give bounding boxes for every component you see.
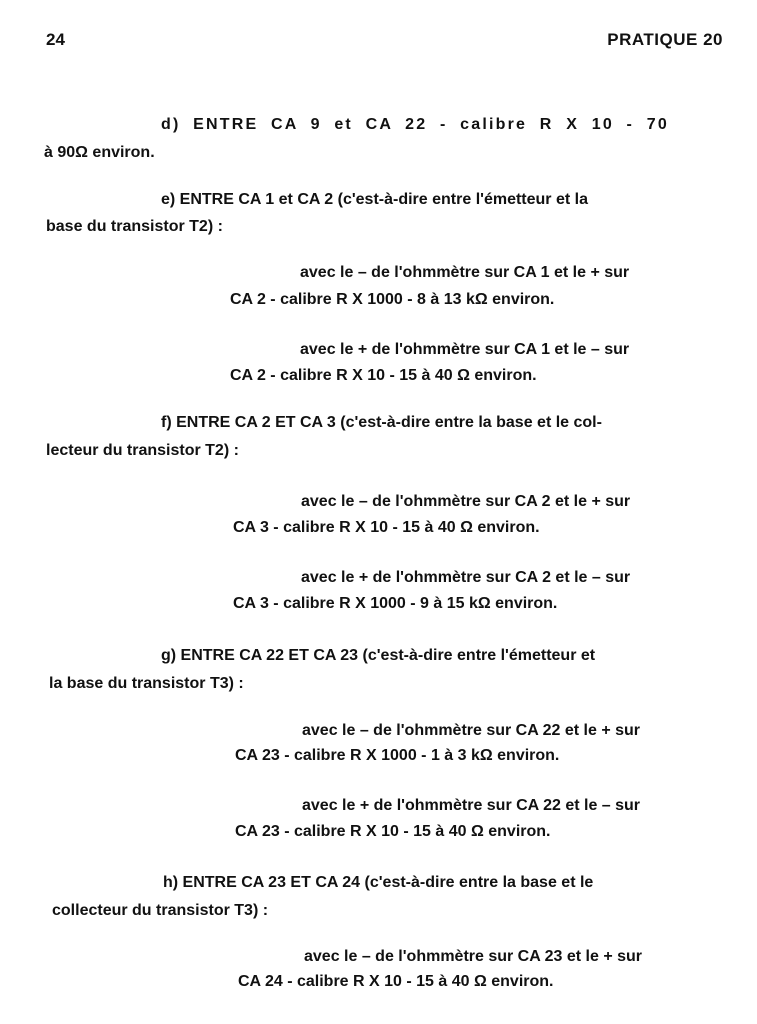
item-g-measure1-line1: avec le – de l'ohmmètre sur CA 22 et le + sur — [302, 722, 641, 739]
item-g-line2: la base du transistor T3) : — [49, 675, 244, 692]
item-h-measure1-line1: avec le – de l'ohmmètre sur CA 23 et le + sur — [304, 948, 643, 965]
item-h-line2: collecteur du transistor T3) : — [52, 902, 269, 919]
item-g-measure2-line2: CA 23 - calibre R X 10 - 15 à 40 Ω environ. — [235, 823, 551, 840]
item-e-measure2-line2: CA 2 - calibre R X 10 - 15 à 40 Ω environ. — [230, 367, 537, 384]
item-d-line1: d) ENTRE CA 9 et CA 22 - calibre R X 10 - 70 — [161, 116, 669, 133]
item-h-line1: h) ENTRE CA 23 ET CA 24 (c'est-à-dire entre la base et le — [163, 874, 594, 891]
item-d-line2: à 90Ω environ. — [44, 144, 155, 161]
item-e-line1: e) ENTRE CA 1 et CA 2 (c'est-à-dire entre l'émetteur et la — [161, 191, 588, 208]
item-f-measure1-line1: avec le – de l'ohmmètre sur CA 2 et le + sur — [301, 493, 631, 510]
item-g-line1: g) ENTRE CA 22 ET CA 23 (c'est-à-dire entre l'émetteur et — [161, 647, 596, 664]
item-e-measure1-line2: CA 2 - calibre R X 1000 - 8 à 13 kΩ environ. — [230, 291, 555, 308]
item-g-measure1-line2: CA 23 - calibre R X 1000 - 1 à 3 kΩ environ. — [235, 747, 560, 764]
item-h-measure1-line2: CA 24 - calibre R X 10 - 15 à 40 Ω environ. — [238, 973, 554, 990]
item-f-line1: f) ENTRE CA 2 ET CA 3 (c'est-à-dire entre la base et le col- — [161, 414, 602, 431]
item-e-measure1-line1: avec le – de l'ohmmètre sur CA 1 et le + sur — [300, 264, 630, 281]
item-f-measure1-line2: CA 3 - calibre R X 10 - 15 à 40 Ω environ. — [233, 519, 540, 536]
running-header: PRATIQUE 20 — [607, 30, 723, 49]
item-f-line2: lecteur du transistor T2) : — [46, 442, 239, 459]
item-e-measure2-line1: avec le + de l'ohmmètre sur CA 1 et le – sur — [300, 341, 630, 358]
item-g-measure2-line1: avec le + de l'ohmmètre sur CA 22 et le – sur — [302, 797, 641, 814]
item-f-measure2-line1: avec le + de l'ohmmètre sur CA 2 et le – sur — [301, 569, 631, 586]
page-number: 24 — [46, 30, 65, 49]
item-f-measure2-line2: CA 3 - calibre R X 1000 - 9 à 15 kΩ environ. — [233, 595, 558, 612]
item-e-line2: base du transistor T2) : — [46, 218, 223, 235]
